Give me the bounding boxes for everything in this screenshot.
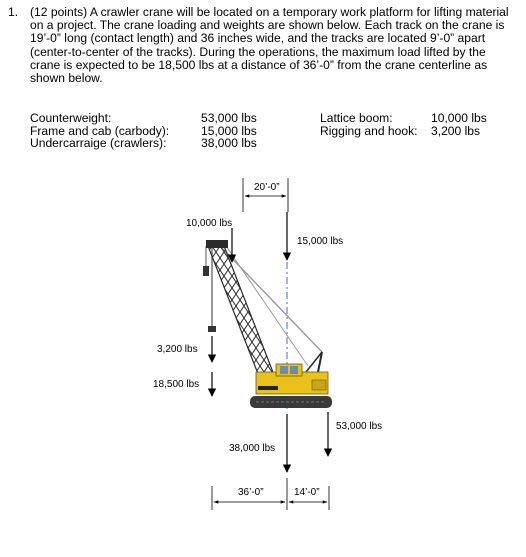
auxiliary-hook-icon <box>203 266 209 276</box>
counterweight-load-label: 53,000 lbs <box>336 421 383 432</box>
load-value-carbody: 15,000 lbs <box>201 123 257 138</box>
load-name-carbody: Frame and cab (carbody): <box>30 123 170 138</box>
load-name-crawlers: Undercarraige (crawlers): <box>30 136 167 151</box>
load-name-boom: Lattice boom: <box>320 111 393 125</box>
main-hook-icon <box>208 326 216 332</box>
load-name-rigging: Rigging and hook: <box>320 123 418 138</box>
load-arrow-counterweight <box>328 412 382 456</box>
crane-illustration <box>203 240 332 408</box>
load-arrow-lift <box>153 372 212 396</box>
load-arrow-rigging <box>157 336 212 362</box>
load-value-crawlers: 38,000 lbs <box>201 136 257 151</box>
load-value-counterweight: 53,000 lbs <box>201 111 257 125</box>
problem-text: (12 points) A crawler crane will be located on a temporary work platform for lifting material on a project. The crane loading and weights are shown below. Each track on the crane is 19’-0” long (contact length) and 36 inches wide, and the tracks are located 9’-0” apart (center-to-center of the tracks). During the operations, the maximum load lifted by the crane is expected to be 18,500 lbs at a distance of 36’-0” from the crane centerline as shown below. <box>30 5 509 86</box>
carbody-load-label: 15,000 lbs <box>297 236 344 247</box>
lift-load-label: 18,500 lbs <box>153 379 200 390</box>
crawler-load-label: 38,000 lbs <box>229 443 276 454</box>
dim-right-label: 14’-0” <box>294 487 320 498</box>
load-value-boom: 10,000 lbs <box>431 111 487 125</box>
dimension-bottom <box>212 478 329 510</box>
problem-number: 1. <box>8 5 19 19</box>
load-value-rigging: 3,200 lbs <box>431 123 481 138</box>
rigging-load-label: 3,200 lbs <box>157 344 198 355</box>
dimension-top <box>243 178 288 212</box>
dim-left-label: 36’-0” <box>238 487 264 498</box>
load-name-counterweight: Counterweight: <box>30 111 112 125</box>
dim-top-label: 20’-0” <box>254 182 280 193</box>
boom-load-label: 10,000 lbs <box>186 218 233 229</box>
load-arrow-crawlers <box>229 414 287 472</box>
load-arrow-carbody <box>287 212 343 260</box>
